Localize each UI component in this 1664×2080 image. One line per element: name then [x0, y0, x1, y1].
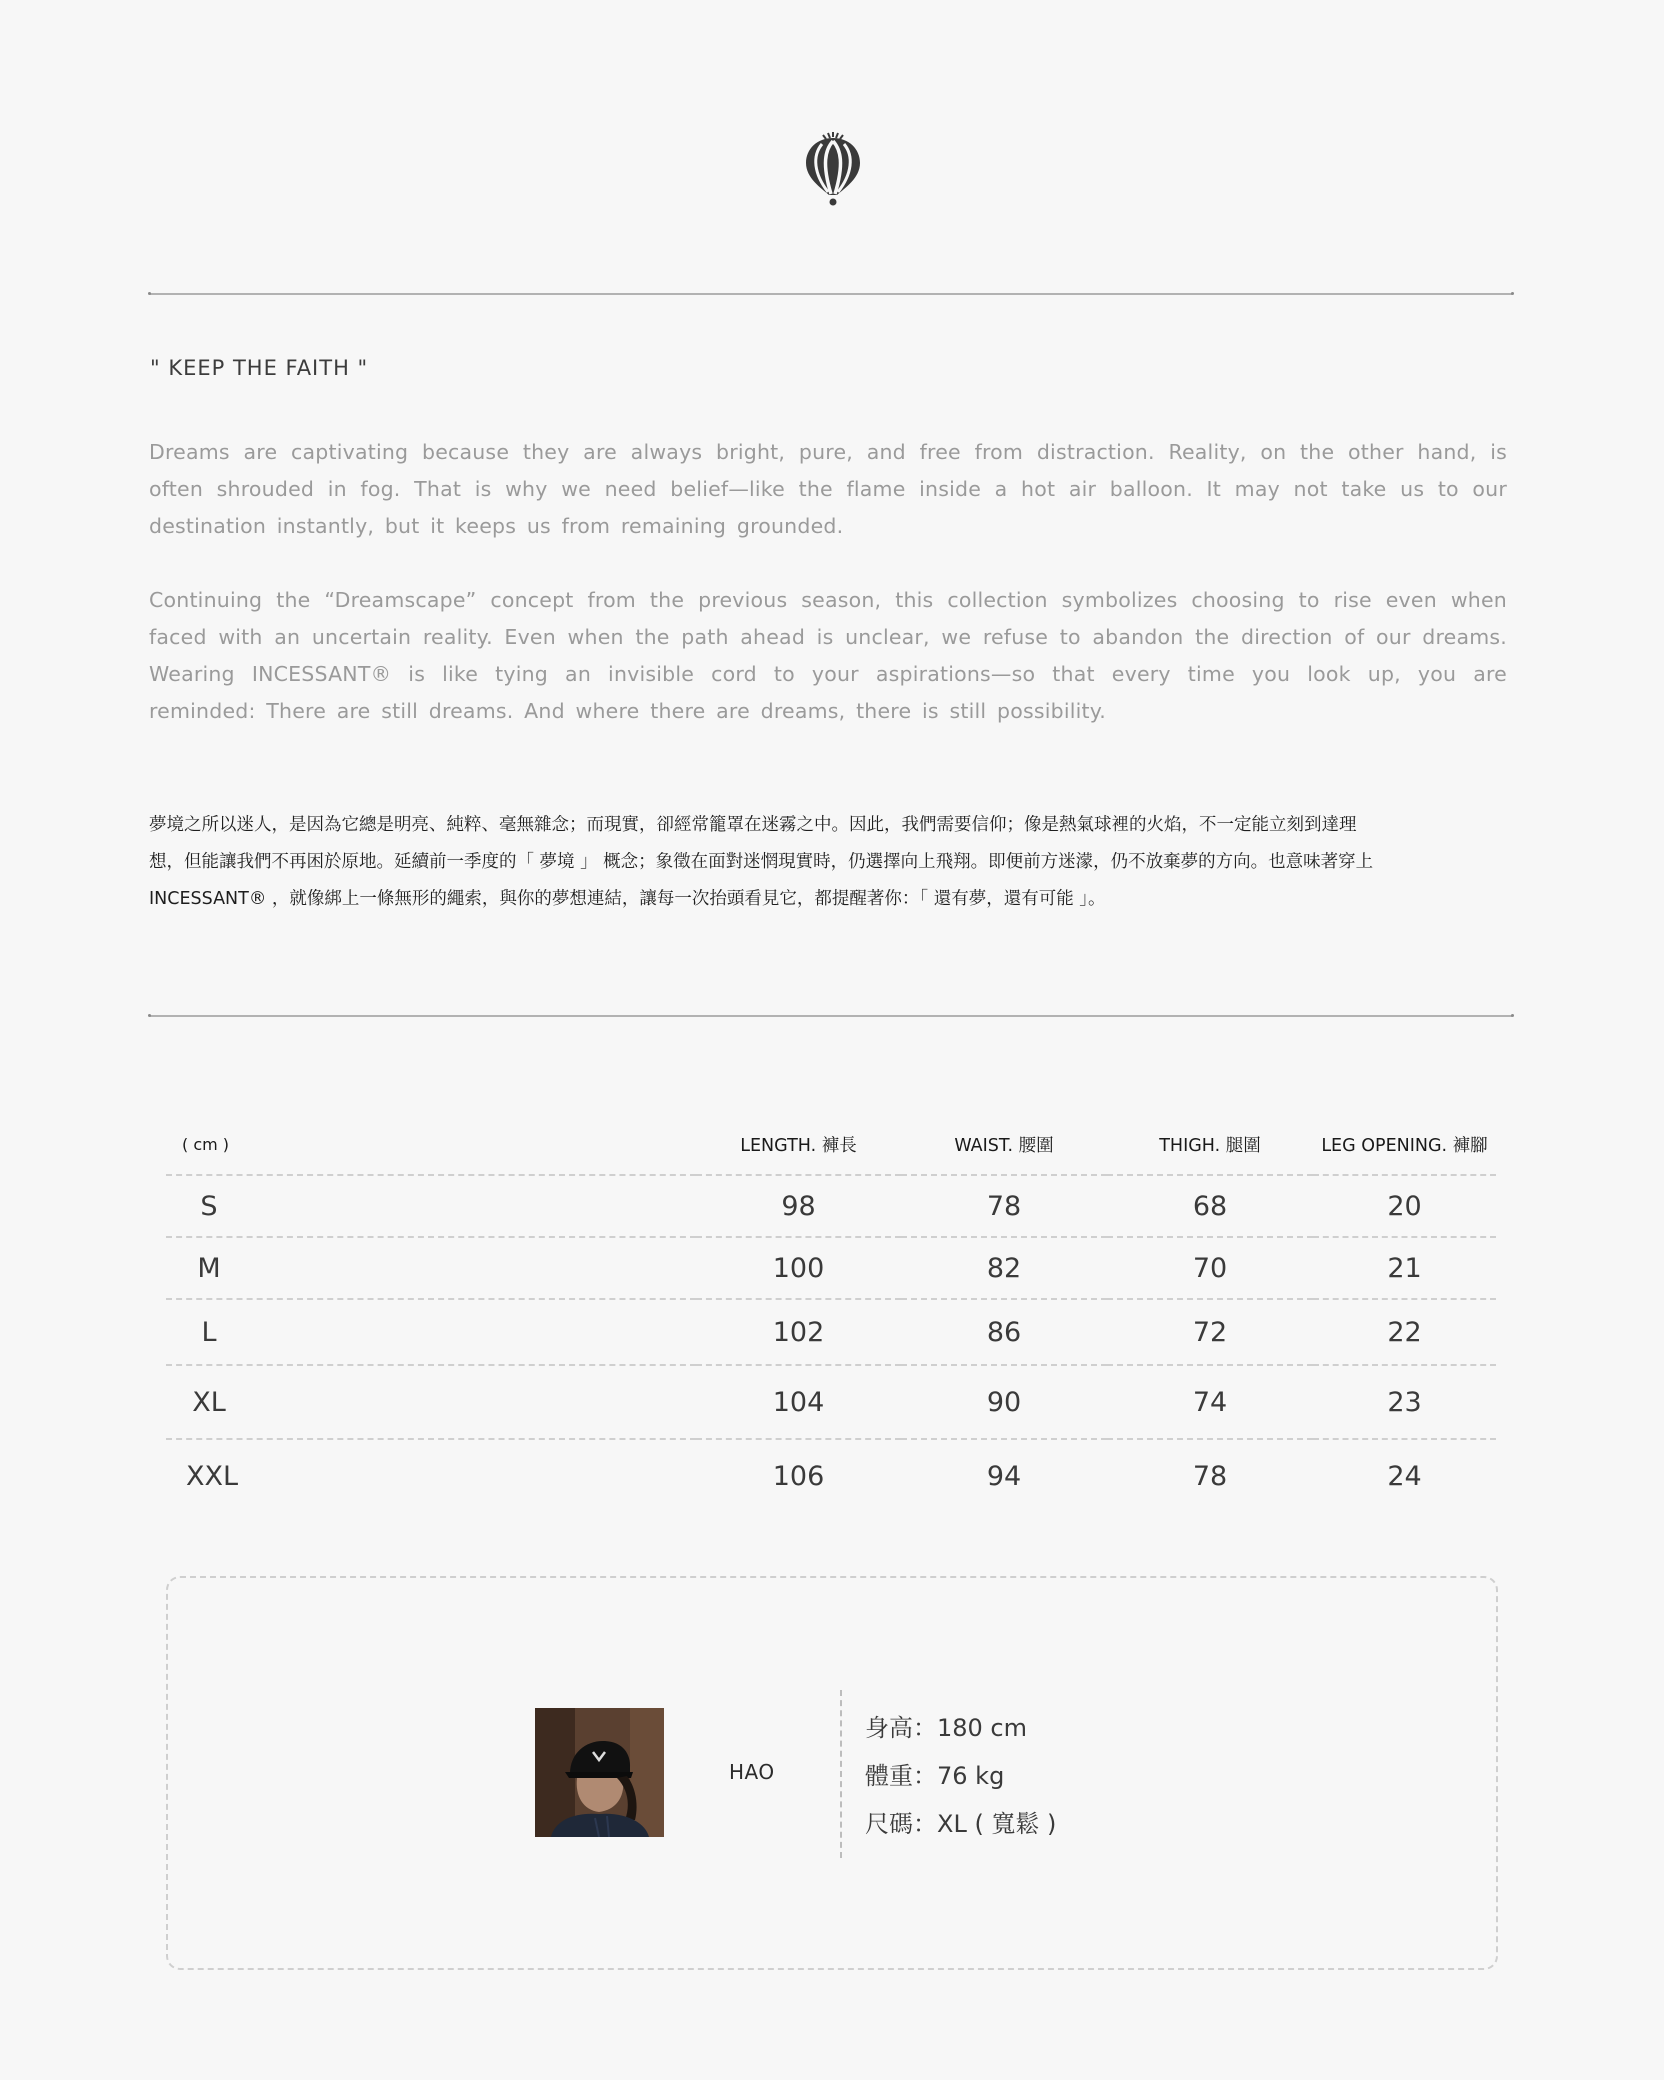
model-measurements: [865, 1710, 1056, 1854]
size-label: S: [166, 1175, 696, 1237]
model-height: 身高：180 cm: [865, 1714, 1028, 1742]
intro-paragraph-2: Continuing the “Dreamscape” concept from the previous season, this collection symbolizes choosing to rise even when faced with an uncertain reality. Even when the path ahead is unclear, we refuse to abandon the direction of our dreams. Wearing INCESSANT® is like tying an invisible cord to your aspirations—so that every time you look up, you are reminded: There are still dreams. And where there are dreams, there is still possibility.: [149, 588, 1507, 723]
waist-value: 86: [901, 1299, 1107, 1365]
column-header-waist: WAIST. 腰圍: [954, 1135, 1054, 1156]
hot-air-balloon-icon: [804, 132, 862, 206]
waist-value: 78: [901, 1175, 1107, 1237]
size-label: L: [166, 1299, 696, 1365]
model-info-card: [166, 1576, 1498, 1970]
leg-opening-value: 21: [1313, 1237, 1496, 1299]
collection-heading: " KEEP THE FAITH ": [150, 356, 369, 380]
table-row: [166, 1299, 1496, 1365]
length-value: 98: [696, 1175, 901, 1237]
unit-label: ( cm ): [182, 1134, 230, 1154]
size-label: XL: [166, 1365, 696, 1439]
top-divider: [150, 293, 1512, 295]
size-chart-header-row: [166, 1114, 1496, 1175]
size-chart-table: [166, 1114, 1496, 1513]
size-label: M: [166, 1237, 696, 1299]
thigh-value: 74: [1107, 1365, 1313, 1439]
column-header-length: LENGTH. 褲長: [740, 1135, 857, 1156]
intro-paragraph-1: Dreams are captivating because they are always bright, pure, and free from distraction. Reality, on the other hand, is often shrouded in fog. That is why we need belief—like the flame inside a hot air balloon. It may not take us to our destination instantly, but it keeps us from remaining grounded.: [149, 440, 1507, 538]
leg-opening-value: 20: [1313, 1175, 1496, 1237]
thigh-value: 68: [1107, 1175, 1313, 1237]
thigh-value: 70: [1107, 1237, 1313, 1299]
leg-opening-value: 24: [1313, 1439, 1496, 1513]
length-value: 100: [696, 1237, 901, 1299]
waist-value: 90: [901, 1365, 1107, 1439]
table-row: [166, 1365, 1496, 1439]
waist-value: 82: [901, 1237, 1107, 1299]
waist-value: 94: [901, 1439, 1107, 1513]
table-row: [166, 1237, 1496, 1299]
length-value: 102: [696, 1299, 901, 1365]
model-photo: [535, 1708, 664, 1837]
leg-opening-value: 23: [1313, 1365, 1496, 1439]
table-row: [166, 1175, 1496, 1237]
table-row: [166, 1439, 1496, 1513]
thigh-value: 72: [1107, 1299, 1313, 1365]
size-label: XXL: [166, 1439, 696, 1513]
model-weight: 體重：76 kg: [865, 1762, 1005, 1790]
intro-paragraph-chinese: 夢境之所以迷人，是因為它總是明亮、純粹、毫無雜念；而現實，卻經常籠罩在迷霧之中。因此，我們需要信仰；像是熱氣球裡的火焰，不一定能立刻到達理 想，但能讓我們不再困於原地。延續前一季度的「 夢境 」 概念；象徵在面對迷惘現實時，仍選擇向上飛翔。即便前方迷濛，仍不放棄夢的方向。也意味著穿上 INCESSANT® ，就像綁上一條無形的繩索，與你的夢想連結，讓每一次抬頭看見它，都提醒著你：「 還有夢，還有可能 」。: [149, 815, 1374, 909]
length-value: 104: [696, 1365, 901, 1439]
thigh-value: 78: [1107, 1439, 1313, 1513]
column-header-thigh: THIGH. 腿圍: [1159, 1135, 1261, 1156]
model-card-divider: [840, 1690, 842, 1858]
model-size: 尺碼：XL ( 寬鬆 ): [865, 1810, 1057, 1838]
model-name: HAO: [729, 1760, 775, 1784]
middle-divider: [150, 1015, 1512, 1017]
leg-opening-value: 22: [1313, 1299, 1496, 1365]
length-value: 106: [696, 1439, 901, 1513]
column-header-leg-opening: LEG OPENING. 褲腳: [1321, 1135, 1488, 1156]
